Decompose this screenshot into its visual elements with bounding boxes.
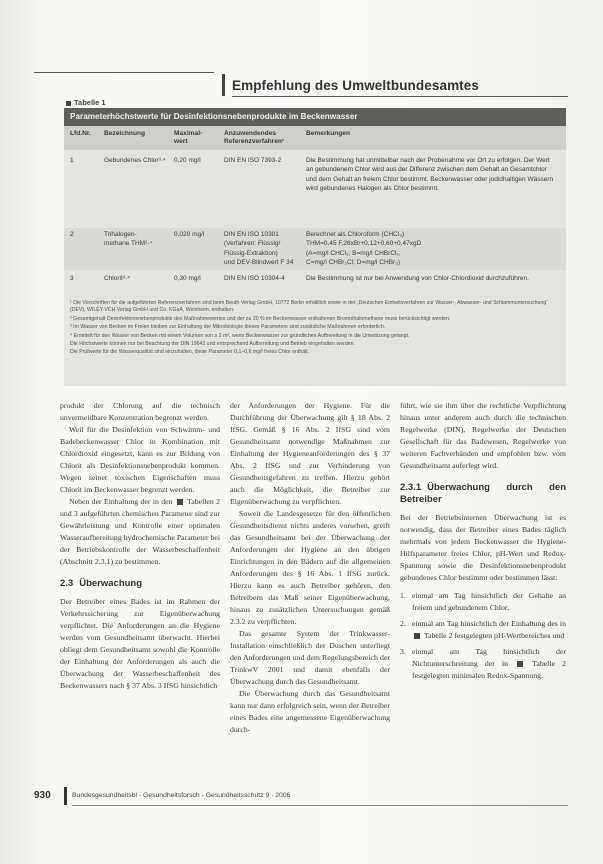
footer-rule bbox=[72, 805, 568, 806]
table-footnotes bbox=[70, 300, 560, 358]
footnote: ¹ Die Vorschriften für die aufgeführten Referenzverfahren sind beim Beuth-Verlag GmbH, 10772 Berlin erhältlich sowie in der „Deutschen Einheitsverfahren zur Wasser-, Abwasser- und Schlammuntersuchung“ (DEV), WILEY-VCH Verlag GmbH und Co. KGaA, Weinheim, enthalten. bbox=[70, 300, 548, 314]
paragraph: Neben der Einhaltung der in den Tabellen 2 und 3 aufgeführten chemischen Parameter sind zur Gewährleistung und Kontrolle einer optimalen Wasseraufbereitung hydrochemische Parameter bei der Betriebskontrolle der Wasserbeschaffenheit (Abschnitt 2.3.1) zu bestimmen. bbox=[60, 497, 221, 566]
header-rule-left bbox=[34, 72, 214, 73]
list-item: 1. einmal am Tag hinsichtlich der Gehalte an freiem und gebundenem Chlor, bbox=[400, 591, 566, 612]
row-max: 0,30 mg/l bbox=[174, 275, 201, 282]
header-title: Empfehlung des Umweltbundesamtes bbox=[232, 78, 479, 93]
header-rule-right bbox=[232, 96, 568, 97]
journal-citation: Bundesgesundheitsbl - Gesundheitsforsch - Gesundheitsschutz 9 · 2006 bbox=[72, 792, 291, 799]
row-name: Trihalogen- methane THM²·⁴ bbox=[104, 231, 153, 248]
row-max: 0,20 mg/l bbox=[174, 157, 201, 164]
footnote: Die Prüfwerte für die Wasserqualität sind einzuhalten, diese Parameter 0,1–0,6 mg/l freies Chlor enthält. bbox=[70, 349, 310, 356]
col-header-max: Maximal- wert bbox=[174, 130, 203, 145]
table-row bbox=[64, 272, 566, 298]
text-column-3 bbox=[400, 400, 566, 686]
row-max: 0,020 mg/l bbox=[174, 231, 205, 238]
numbered-list bbox=[400, 590, 566, 682]
paragraph: Das gesamte System der Trinkwasser-Installation einschließlich der Duschen unterliegt den Anforderungen und dem Regelungsbereich der TrinkwV 2001 und damit ebenfalls der Überwachung durch das Gesundheitsamt. bbox=[230, 629, 390, 686]
table-row bbox=[64, 154, 566, 226]
row-note: Berechnet als Chloroform (CHCl₃) THM=0,45 F,26xBr+0,12+0,60+0,47xgD (A=mg/l CHCl₃; B=mg/l CHBrCl₂; C=mg/l CHBr₂Cl; D=mg/l CHBr₃) bbox=[306, 231, 422, 266]
paragraph: der Anforderungen der Hygiene. Für die Durchführung der Überwachung gilt § 18 Abs. 2 IfSG. Gemäß § 16 Abs. 2 IfSG sind vom Gesundheitsamt notwendige Maßnahmen zur Einhaltung der Hygieneanforderungen des § 37 Abs. 2 IfSG und zur Verhinderung von Gesundheitsgefahren zu treffen. Hierzu gehört auch die Möglichkeit, die Betreiber zur Eigenüberwachung zu verpflichten. bbox=[230, 401, 390, 506]
parameter-table bbox=[64, 108, 566, 386]
table-marker-icon bbox=[66, 101, 71, 106]
table-row bbox=[64, 228, 566, 270]
paragraph: Soweit die Landesgesetze für den öffentlichen Gesundheitsdienst nichts anderes vorsehen, greift das Gesundheitsamt bei der Überwachung der Anforderungen der Hygiene an den übrigen Einrichtungen in den Bädern auf die allgemeinen Anforderungen des § 16 Abs. 1 IfSG zurück. Hierzu kann es auch Betreiber gehören, den Betreibern das Maß seiner Eigenüberwachung, hinaus zu zusätzlichen Untersuchungen gemäß 2.3.2 zu verpflichten. bbox=[230, 509, 390, 626]
row-note: Die Bestimmung hat unmittelbar nach der Probenahme vor Ort zu erfolgen. Der Wert an gebundenem Chlor wird aus der Differenz zwischen dem Gehalt an Gesamtchlor und dem Gehalt an freiem Chlor bestimmt. Beckenwasser oder jodidhaltigen Wässern wird gebundenes Halogen als Chlor bestimmt. bbox=[306, 157, 554, 192]
row-nr: 2 bbox=[70, 231, 74, 238]
footnote: ⁴ Ermittelt für den Wasser von Becken mit einem Volumen von ≥ 2 m³, wenn Beckenwasser zur gründlichen Aufbereitung in die Umwälzung gelangt. bbox=[70, 332, 410, 339]
paragraph: Der Betreiber eines Bades ist im Rahmen der Verkehrssicherung zur Eigenüberwachung verpflichtet. Die Anforderungen an die Hygiene werden vom Gesundheitsamt überwacht. Hierbei obliegt dem Gesundheitsamt sowohl die Kontrolle der Einhaltung der Anforderungen als auch die Überwachung der Wasserbeschaffenheit des Beckenwassers nach § 37 Abs. 3 IfSG hinsichtlich bbox=[60, 597, 220, 690]
text-column-1 bbox=[60, 400, 220, 692]
paragraph: führt, wie sie ihm über die rechtliche Verpflichtung hinaus unter anderem auch durch die technischen Regelwerke (DIN), Regelwerke der Deutschen Gesellschaft für das Badewesen, Regelwerke von weiteren Fachverbänden und empfohlen bzw. vom Gesundheitsamt auferlegt wird. bbox=[400, 401, 566, 470]
table-title: Parameterhöchstwerte für Desinfektionsnebenprodukte im Beckenwasser bbox=[64, 108, 566, 126]
row-ref: DIN EN ISO 7393-2 bbox=[224, 157, 282, 164]
row-nr: 3 bbox=[70, 275, 74, 282]
table-ref-icon bbox=[177, 499, 183, 505]
col-header-nr: Lfd.Nr. bbox=[70, 130, 91, 137]
list-item: 3. einmal am Tag hinsichtlich der Nichtunterschreitung der in Tabelle 2 festgelegten minimalen Redox-Spannung. bbox=[400, 647, 566, 680]
col-header-name: Bezeichnung bbox=[104, 130, 146, 137]
footnote: ² Gesamtgehalt Desinfektionsnebenprodukte des Maßnahmewertes und der zu 20 % im Beckenwasser enthaltenen Bromtrihalomethane muss berücksichtigt werden. bbox=[70, 315, 451, 322]
paragraph: Weil für die Desinfektion von Schwimm- und Badebeckenwasser Chlor in Kombination mit Chlordioxid eingesetzt, kann es zur Bildung von Chlorit als Desinfektionsnebenprodukt kommen. Wegen seiner toxischen Eigenschaften muss Chlorit im Beckenwasser begrenzt werden. bbox=[60, 425, 220, 494]
row-ref: DIN EN ISO 10301 (Verfahren: Flüssig/ Flüssig-Extraktion) und DEV-Blindwert F 34 bbox=[224, 231, 294, 266]
row-name: Chlorit³·⁴ bbox=[104, 275, 130, 282]
col-header-note: Bemerkungen bbox=[306, 130, 350, 137]
row-nr: 1 bbox=[70, 157, 74, 164]
row-ref: DIN EN ISO 10304-4 bbox=[224, 275, 285, 282]
text-column-2 bbox=[230, 400, 390, 736]
section-heading: 2.3.1 Überwachung durch den Betreiber bbox=[400, 482, 566, 505]
table-label: Tabelle 1 bbox=[66, 98, 106, 107]
header-bar-marker bbox=[222, 74, 225, 96]
page-number: 930 bbox=[34, 790, 51, 801]
footer-bar-marker bbox=[64, 787, 67, 805]
list-item: 2. einmal am Tag hinsichtlich der Einhaltung des in Tabelle 2 festgelegten pH-Wertbereiches und bbox=[400, 619, 566, 640]
col-header-ref: Anzuwendendes Referenzverfahren¹ bbox=[224, 130, 285, 145]
table-header bbox=[64, 126, 566, 150]
paragraph: Bei der Betriebsinternen Überwachung ist es notwendig, dass der Betreiber eines Bades täglich mehrmals von jedem Beckenwasser die Hygiene-Hilfsparameter freies Chlor, pH-Wert und Redox-Spannung sowie die Desinfektionsnebenprodukt gebundenes Chlor bestimmt oder bestimmen lässt: bbox=[400, 513, 566, 582]
row-note: Die Bestimmung ist nur bei Anwendung von Chlor-Chlordioxid durchzuführen. bbox=[306, 275, 529, 282]
footnote: ³ Im Wasser von Becken im Freien bleiben zur Einhaltung der Mikrobiologie dieses Parameters sind zusätzliche Maßnahmen erforderlich. bbox=[70, 324, 386, 331]
footnote: Die Höchstwerte können nur bei Beachtung der DIN 19643 und entsprechend Aufbereitung und Betrieb eingehalten werden. bbox=[70, 341, 355, 348]
section-heading: 2.3 Überwachung bbox=[60, 578, 143, 589]
row-name: Gebundenes Chlor³·⁴ bbox=[104, 157, 166, 164]
paragraph: produkt der Chlorung auf die technisch unvermeidbare Konzentration begrenzt werden. bbox=[60, 401, 220, 422]
paragraph: Die Überwachung durch das Gesundheitsamt kann nur dann erfolgreich sein, wenn der Betreiber eines Bades eine angemessene Eigenüberwachung durch- bbox=[230, 689, 390, 734]
table-ref-icon bbox=[414, 633, 420, 639]
table-ref-icon bbox=[517, 661, 523, 667]
